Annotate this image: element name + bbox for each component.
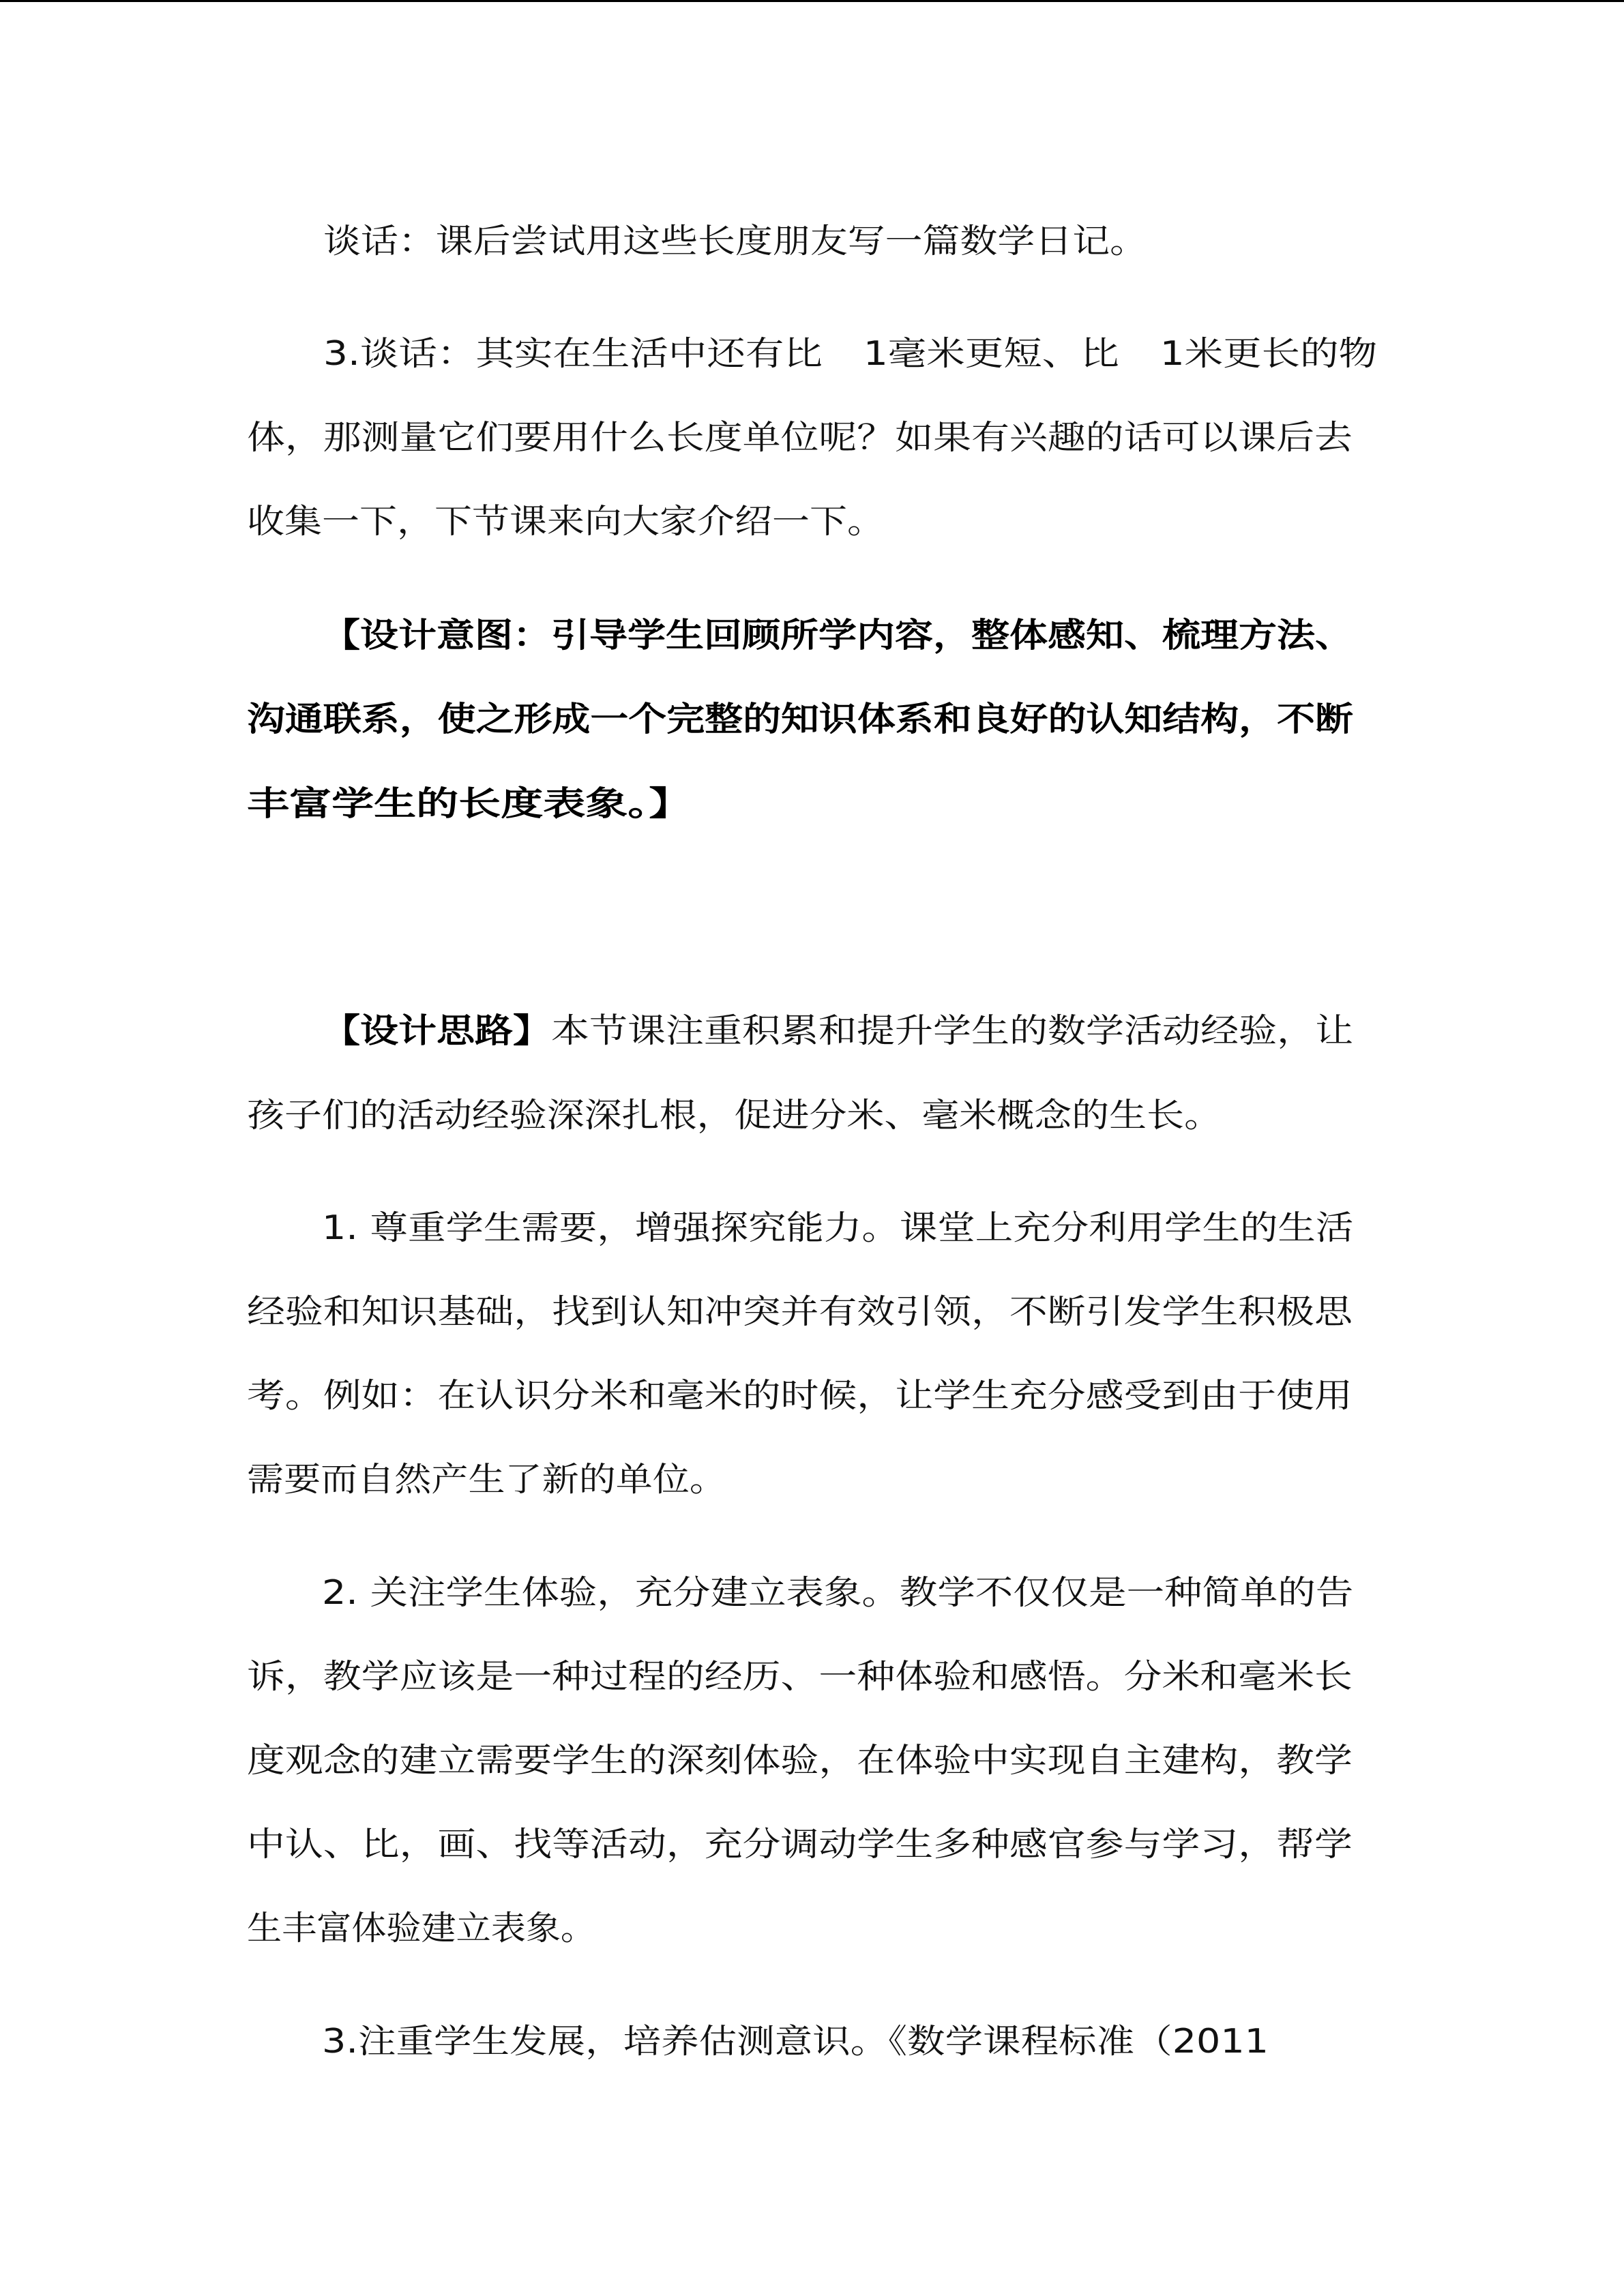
text-line: 谈话：课后尝试用这些长度朋友写一篇数学日记。	[323, 222, 1148, 260]
text-line: 考。例如：在认识分米和毫米的时候，让学生充分感受到由于使用	[247, 1376, 1353, 1415]
paragraph-talk-units-line-3	[247, 494, 885, 549]
text-segment: 1毫米更短、比	[863, 334, 1119, 373]
text-line: 收集一下，下节课来向大家介绍一下。	[247, 502, 885, 541]
point-2-line-3	[247, 1733, 1353, 1788]
point-1-line-3	[247, 1369, 1353, 1423]
text-segment: 1米更长的物	[1160, 334, 1378, 373]
paragraph-talk-units-line-1	[323, 327, 1377, 381]
point-2-line-5	[247, 1901, 595, 1956]
point-3-line-1	[322, 2014, 1269, 2069]
text-line: 3.注重学生发展，培养估测意识。《数学课程标准（2011	[322, 2022, 1269, 2061]
text-line: 1. 尊重学生需要，增强探究能力。课堂上充分利用学生的生活	[322, 1208, 1354, 1247]
design-intent-line-1	[322, 608, 1353, 663]
text-line: 度观念的建立需要学生的深刻体验，在体验中实现自主建构，教学	[247, 1741, 1353, 1780]
design-idea-line-2	[247, 1088, 1222, 1143]
point-2-line-4	[247, 1817, 1353, 1872]
design-idea-heading: 【设计思路】	[322, 1011, 552, 1050]
text-line: 需要而自然产生了新的单位。	[247, 1460, 727, 1499]
text-line: 中认、比，画、找等活动，充分调动学生多种感官参与学习，帮学	[247, 1825, 1353, 1864]
design-idea-line-1	[322, 1004, 1353, 1058]
point-1-line-1	[322, 1201, 1353, 1255]
design-intent-line-3	[247, 777, 691, 831]
text-line: 沟通联系，使之形成一个完整的知识体系和良好的认知结构，不断	[247, 700, 1353, 739]
paragraph-talk-diary	[323, 214, 1147, 269]
text-line: 诉，教学应该是一种过程的经历、一种体验和感悟。分米和毫米长	[247, 1657, 1353, 1696]
point-2-line-2	[247, 1650, 1353, 1704]
text-line: 经验和知识基础，找到认知冲突并有效引领，不断引发学生积极思	[247, 1292, 1353, 1331]
point-1-line-4	[247, 1452, 726, 1507]
text-line: 生丰富体验建立表象。	[247, 1909, 596, 1948]
text-line: 体，那测量它们要用什么长度单位呢？如果有兴趣的话可以课后去	[247, 418, 1353, 457]
point-1-line-2	[247, 1285, 1353, 1339]
paragraph-talk-units-line-2	[247, 411, 1353, 465]
text-segment: 3.谈话：其实在生活中还有比	[323, 334, 823, 373]
text-segment: 本节课注重积累和提升学生的数学活动经验，让	[551, 1011, 1354, 1050]
text-line: 丰富学生的长度表象。】	[247, 784, 692, 823]
text-line: 孩子们的活动经验深深扎根，促进分米、毫米概念的生长。	[247, 1096, 1222, 1135]
design-intent-line-2	[247, 692, 1353, 747]
text-line: 2. 关注学生体验，充分建立表象。教学不仅仅是一种简单的告	[322, 1573, 1354, 1612]
text-line: 【设计意图：引导学生回顾所学内容，整体感知、梳理方法、	[322, 616, 1354, 655]
point-2-line-1	[322, 1566, 1353, 1620]
